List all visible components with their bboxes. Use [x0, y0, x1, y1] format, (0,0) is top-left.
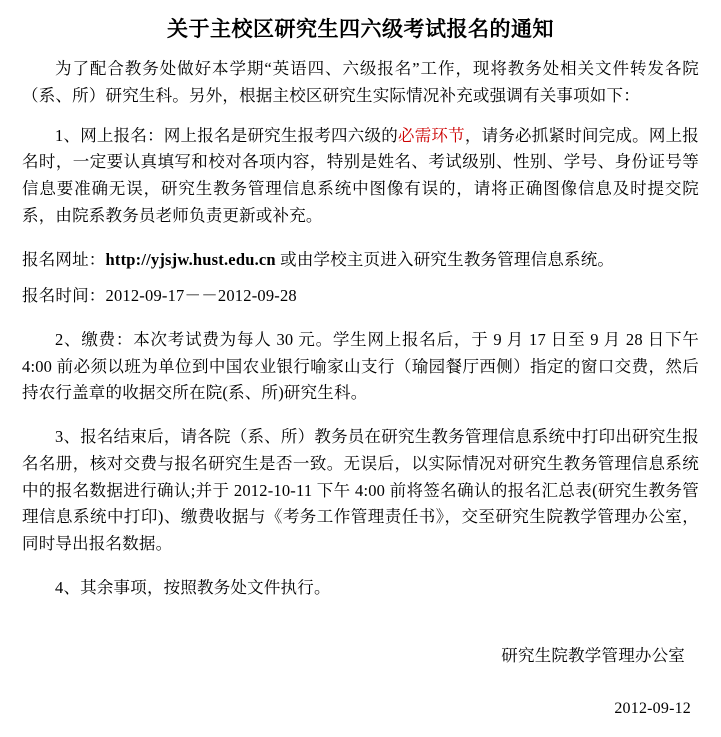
paragraph-intro: 为了配合教务处做好本学期“英语四、六级报名”工作，现将教务处相关文件转发各院（系、所）研究生科。另外，根据主校区研究生实际情况补充或强调有关事项如下：	[22, 59, 699, 106]
item1-text-after: ，请务必抓紧时间完成。网上报名时，一定要认真填写和校对各项内容，特别是姓名、考试级别、性别、学号、身份证号等信息要准确无误，研究生教务管理信息系统中图像有误的，请将正确图像信息及时提交院系，由院系教务员老师负责更新或补充。	[22, 125, 699, 225]
item1-highlight: 必需环节	[397, 125, 465, 145]
registration-website-line	[22, 247, 699, 274]
paragraph-item-4: 4、其余事项，按照教务处文件执行。	[55, 577, 331, 597]
item1-text-before: 1、网上报名：网上报名是研究生报考四六级的	[55, 125, 398, 145]
registration-time-line	[22, 283, 699, 310]
paragraph-item-3: 3、报名结束后，请各院（系、所）教务员在研究生教务管理信息系统中打印出研究生报名名册，核对交费与报名研究生是否一致。无误后，以实际情况对研究生教务管理信息系统中的报名数据进行确认;并于 2012-10-11 下午 4:00 前将签名确认的报名汇总表(研究生教务管理信息系统中打印)、缴费收据与《考务工作管理责任书》，交至研究生院教学管理办公室，同时导出报名数据。	[22, 427, 699, 554]
paragraph-item-2: 2、缴费：本次考试费为每人 30 元。学生网上报名后，于 9 月 17 日至 9 月 28 日下午 4:00 前必须以班为单位到中国农业银行喻家山支行（瑜园餐厅西侧）指定的窗口交费，然后持农行盖章的收据交所在院(系、所)研究生科。	[22, 330, 699, 403]
paragraph-item-1	[22, 123, 699, 230]
time-label: 报名时间：	[22, 286, 106, 306]
page-title: 关于主校区研究生四六级考试报名的通知	[167, 17, 554, 41]
website-label: 报名网址：	[22, 249, 106, 269]
time-value: 2012-09-17－－2012-09-28	[105, 286, 297, 306]
registration-url[interactable]: http://yjsjw.hust.edu.cn	[105, 249, 276, 269]
document-date: 2012-09-12	[614, 699, 691, 717]
signature-office: 研究生院教学管理办公室	[501, 645, 685, 665]
website-after-text: 或由学校主页进入研究生教务管理信息系统。	[275, 249, 615, 269]
